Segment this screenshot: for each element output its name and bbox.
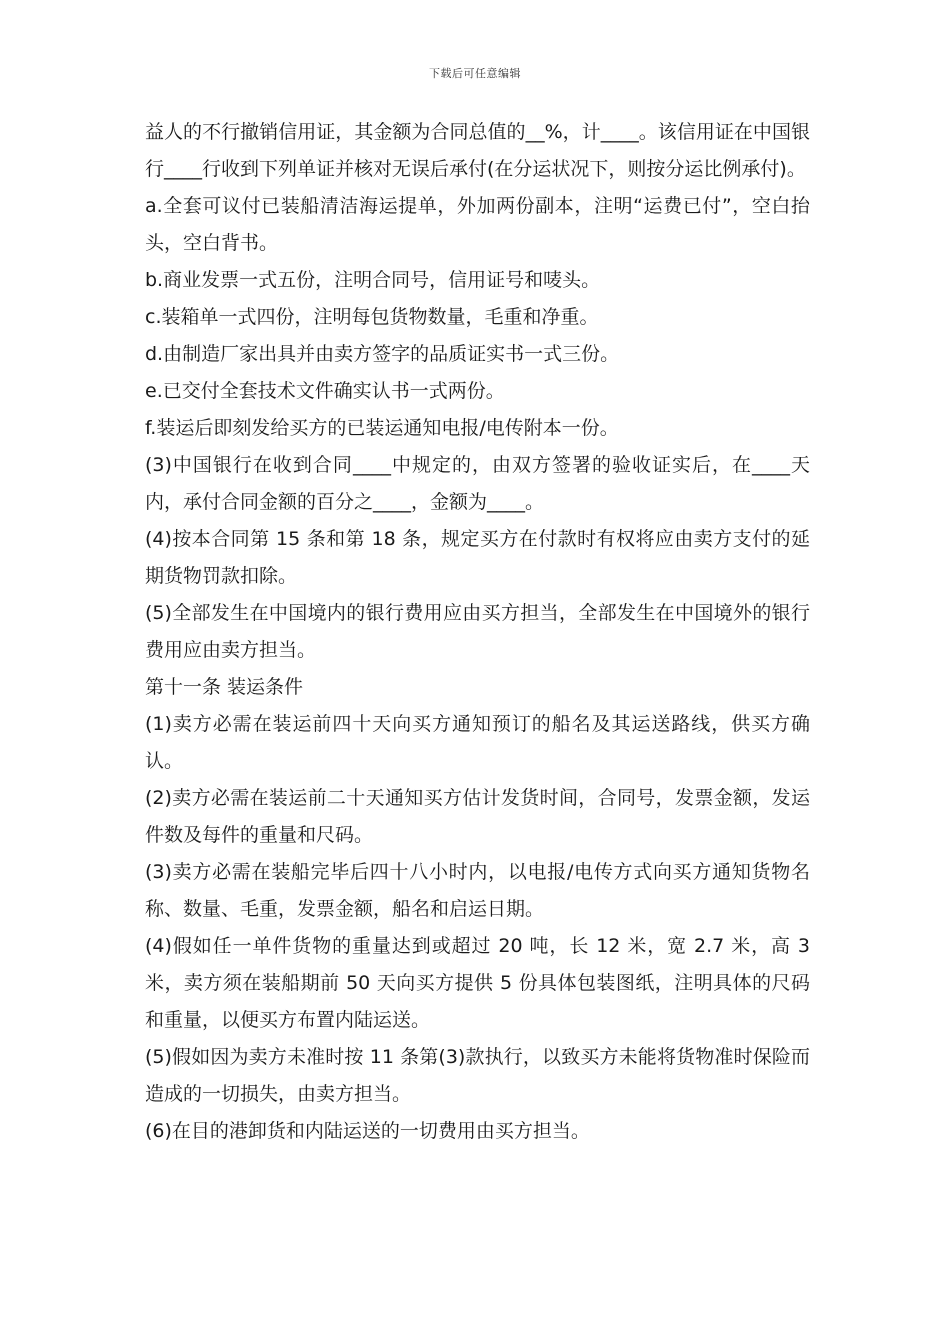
page-header: 下载后可任意编辑 [429, 67, 521, 80]
paragraph-item-d: d.由制造厂家出具并由卖方签字的品质证实书一式三份。 [145, 343, 620, 365]
paragraph-item-b: b.商业发票一式五份，注明合同号，信用证号和唛头。 [145, 269, 601, 291]
paragraph-item-e: e.已交付全套技术文件确实认书一式两份。 [145, 380, 505, 402]
paragraph-clause-3: (3)中国银行在收到合同____中规定的，由双方签署的验收证实后，在____天内，承付合同金额的百分之____，金额为____。 [145, 454, 810, 513]
section-heading-article-11: 第十一条 装运条件 [145, 676, 304, 698]
paragraph-shipping-1: (1)卖方必需在装运前四十天向买方通知预订的船名及其运送路线，供买方确认。 [145, 713, 810, 772]
paragraph-item-f: f.装运后即刻发给买方的已装运通知电报/电传附本一份。 [145, 417, 619, 439]
paragraph-clause-4: (4)按本合同第 15 条和第 18 条，规定买方在付款时有权将应由卖方支付的延期货物罚款扣除。 [145, 528, 810, 587]
paragraph-lc-payment: 益人的不行撤销信用证，其金额为合同总值的__%，计____。该信用证在中国银行____行收到下列单证并核对无误后承付(在分运状况下，则按分运比例承付)。 [145, 121, 810, 180]
paragraph-shipping-4: (4)假如任一单件货物的重量达到或超过 20 吨，长 12 米，宽 2.7 米，高 3 米，卖方须在装船期前 50 天向买方提供 5 份具体包装图纸，注明具体的尺码和重量，以便买方布置内陆运送。 [145, 935, 810, 1031]
document-body [145, 114, 810, 1150]
paragraph-clause-5: (5)全部发生在中国境内的银行费用应由买方担当，全部发生在中国境外的银行费用应由卖方担当。 [145, 602, 810, 661]
paragraph-shipping-3: (3)卖方必需在装船完毕后四十八小时内，以电报/电传方式向买方通知货物名称、数量、毛重，发票金额，船名和启运日期。 [145, 861, 810, 920]
paragraph-item-c: c.装箱单一式四份，注明每包货物数量，毛重和净重。 [145, 306, 599, 328]
paragraph-shipping-5: (5)假如因为卖方未准时按 11 条第(3)款执行，以致买方未能将货物准时保险而造成的一切损失，由卖方担当。 [145, 1046, 810, 1105]
paragraph-shipping-6: (6)在目的港卸货和内陆运送的一切费用由买方担当。 [145, 1120, 590, 1142]
paragraph-item-a: a.全套可议付已装船清洁海运提单，外加两份副本，注明“运费已付”，空白抬头，空白背书。 [145, 195, 810, 254]
paragraph-shipping-2: (2)卖方必需在装运前二十天通知买方估计发货时间，合同号，发票金额，发运件数及每件的重量和尺码。 [145, 787, 810, 846]
